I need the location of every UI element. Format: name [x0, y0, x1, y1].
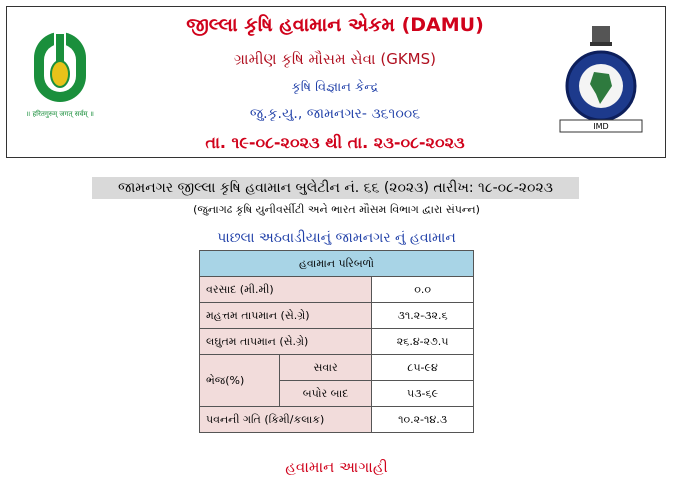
forecast-title: હવામાન આગાહી	[285, 458, 388, 476]
rainfall-label: વરસાદ (મી.મી)	[200, 277, 372, 303]
min-temp-label: લઘુતમ તાપમાન (સે.ગ્રે)	[200, 329, 372, 355]
humidity-afternoon-value: ૫૩-૬૯	[372, 381, 474, 407]
max-temp-value: ૩૧.૨-૩૨.૬	[372, 303, 474, 329]
kvk-title: કૃષિ વિજ્ઞાન કેન્દ્ર	[291, 80, 379, 95]
table-header-row	[200, 251, 474, 277]
table-header: હવામાન પરિબળો	[200, 251, 474, 277]
wind-value: ૧૦.૨-૧૪.૩	[372, 407, 474, 433]
bulletin-subtitle: (જુનાગઢ કૃષિ યુનીવર્સીટી અને ભારત મૌસમ વિભાગ દ્વારા સંપન્ન)	[193, 203, 480, 216]
max-temp-label: મહત્તમ તાપમાન (સે.ગ્રે)	[200, 303, 372, 329]
humidity-morning-label: સવાર	[280, 355, 372, 381]
imd-caption: IMD	[593, 122, 609, 131]
imd-logo-icon	[554, 24, 648, 134]
table-row	[200, 407, 474, 433]
table-row	[200, 277, 474, 303]
past-weather-table	[199, 250, 474, 433]
unit-title: જીલ્લા કૃષિ હવામાન એકમ (DAMU)	[186, 14, 484, 36]
service-title: ગ્રામીણ કૃષિ મૌસમ સેવા (GKMS)	[233, 50, 436, 68]
address: જુ.કૃ.યુ., જામનગર- ૩૬૧૦૦૬	[249, 106, 421, 122]
table-row	[200, 355, 474, 381]
min-temp-value: ૨૬.૪-૨૭.૫	[372, 329, 474, 355]
humidity-morning-value: ૮૫-૯૪	[372, 355, 474, 381]
past-week-title: પાછલા અઠવાડીયાનું જામનગર નું હવામાન	[217, 230, 456, 246]
logo-motto: ॥ हरितगुरुम् जगत् सर्वम् ॥	[26, 110, 94, 118]
forecast-period: તા. ૧૯-૦૮-૨૦૨૩ થી તા. ૨૩-૦૮-૨૦૨૩	[205, 133, 465, 152]
jau-logo-icon	[14, 30, 106, 122]
table-row	[200, 329, 474, 355]
bulletin-title: જામનગર જીલ્લા કૃષિ હવામાન બુલેટીન નં. ૬૬ (૨૦૨૩) તારીખ: ૧૮-૦૮-૨૦૨૩	[92, 177, 579, 199]
wind-label: પવનની ગતિ (કિમી/કલાક)	[200, 407, 372, 433]
humidity-afternoon-label: બપોર બાદ	[280, 381, 372, 407]
table-row	[200, 303, 474, 329]
humidity-label: ભેજ(%)	[200, 355, 280, 407]
rainfall-value: ૦.૦	[372, 277, 474, 303]
